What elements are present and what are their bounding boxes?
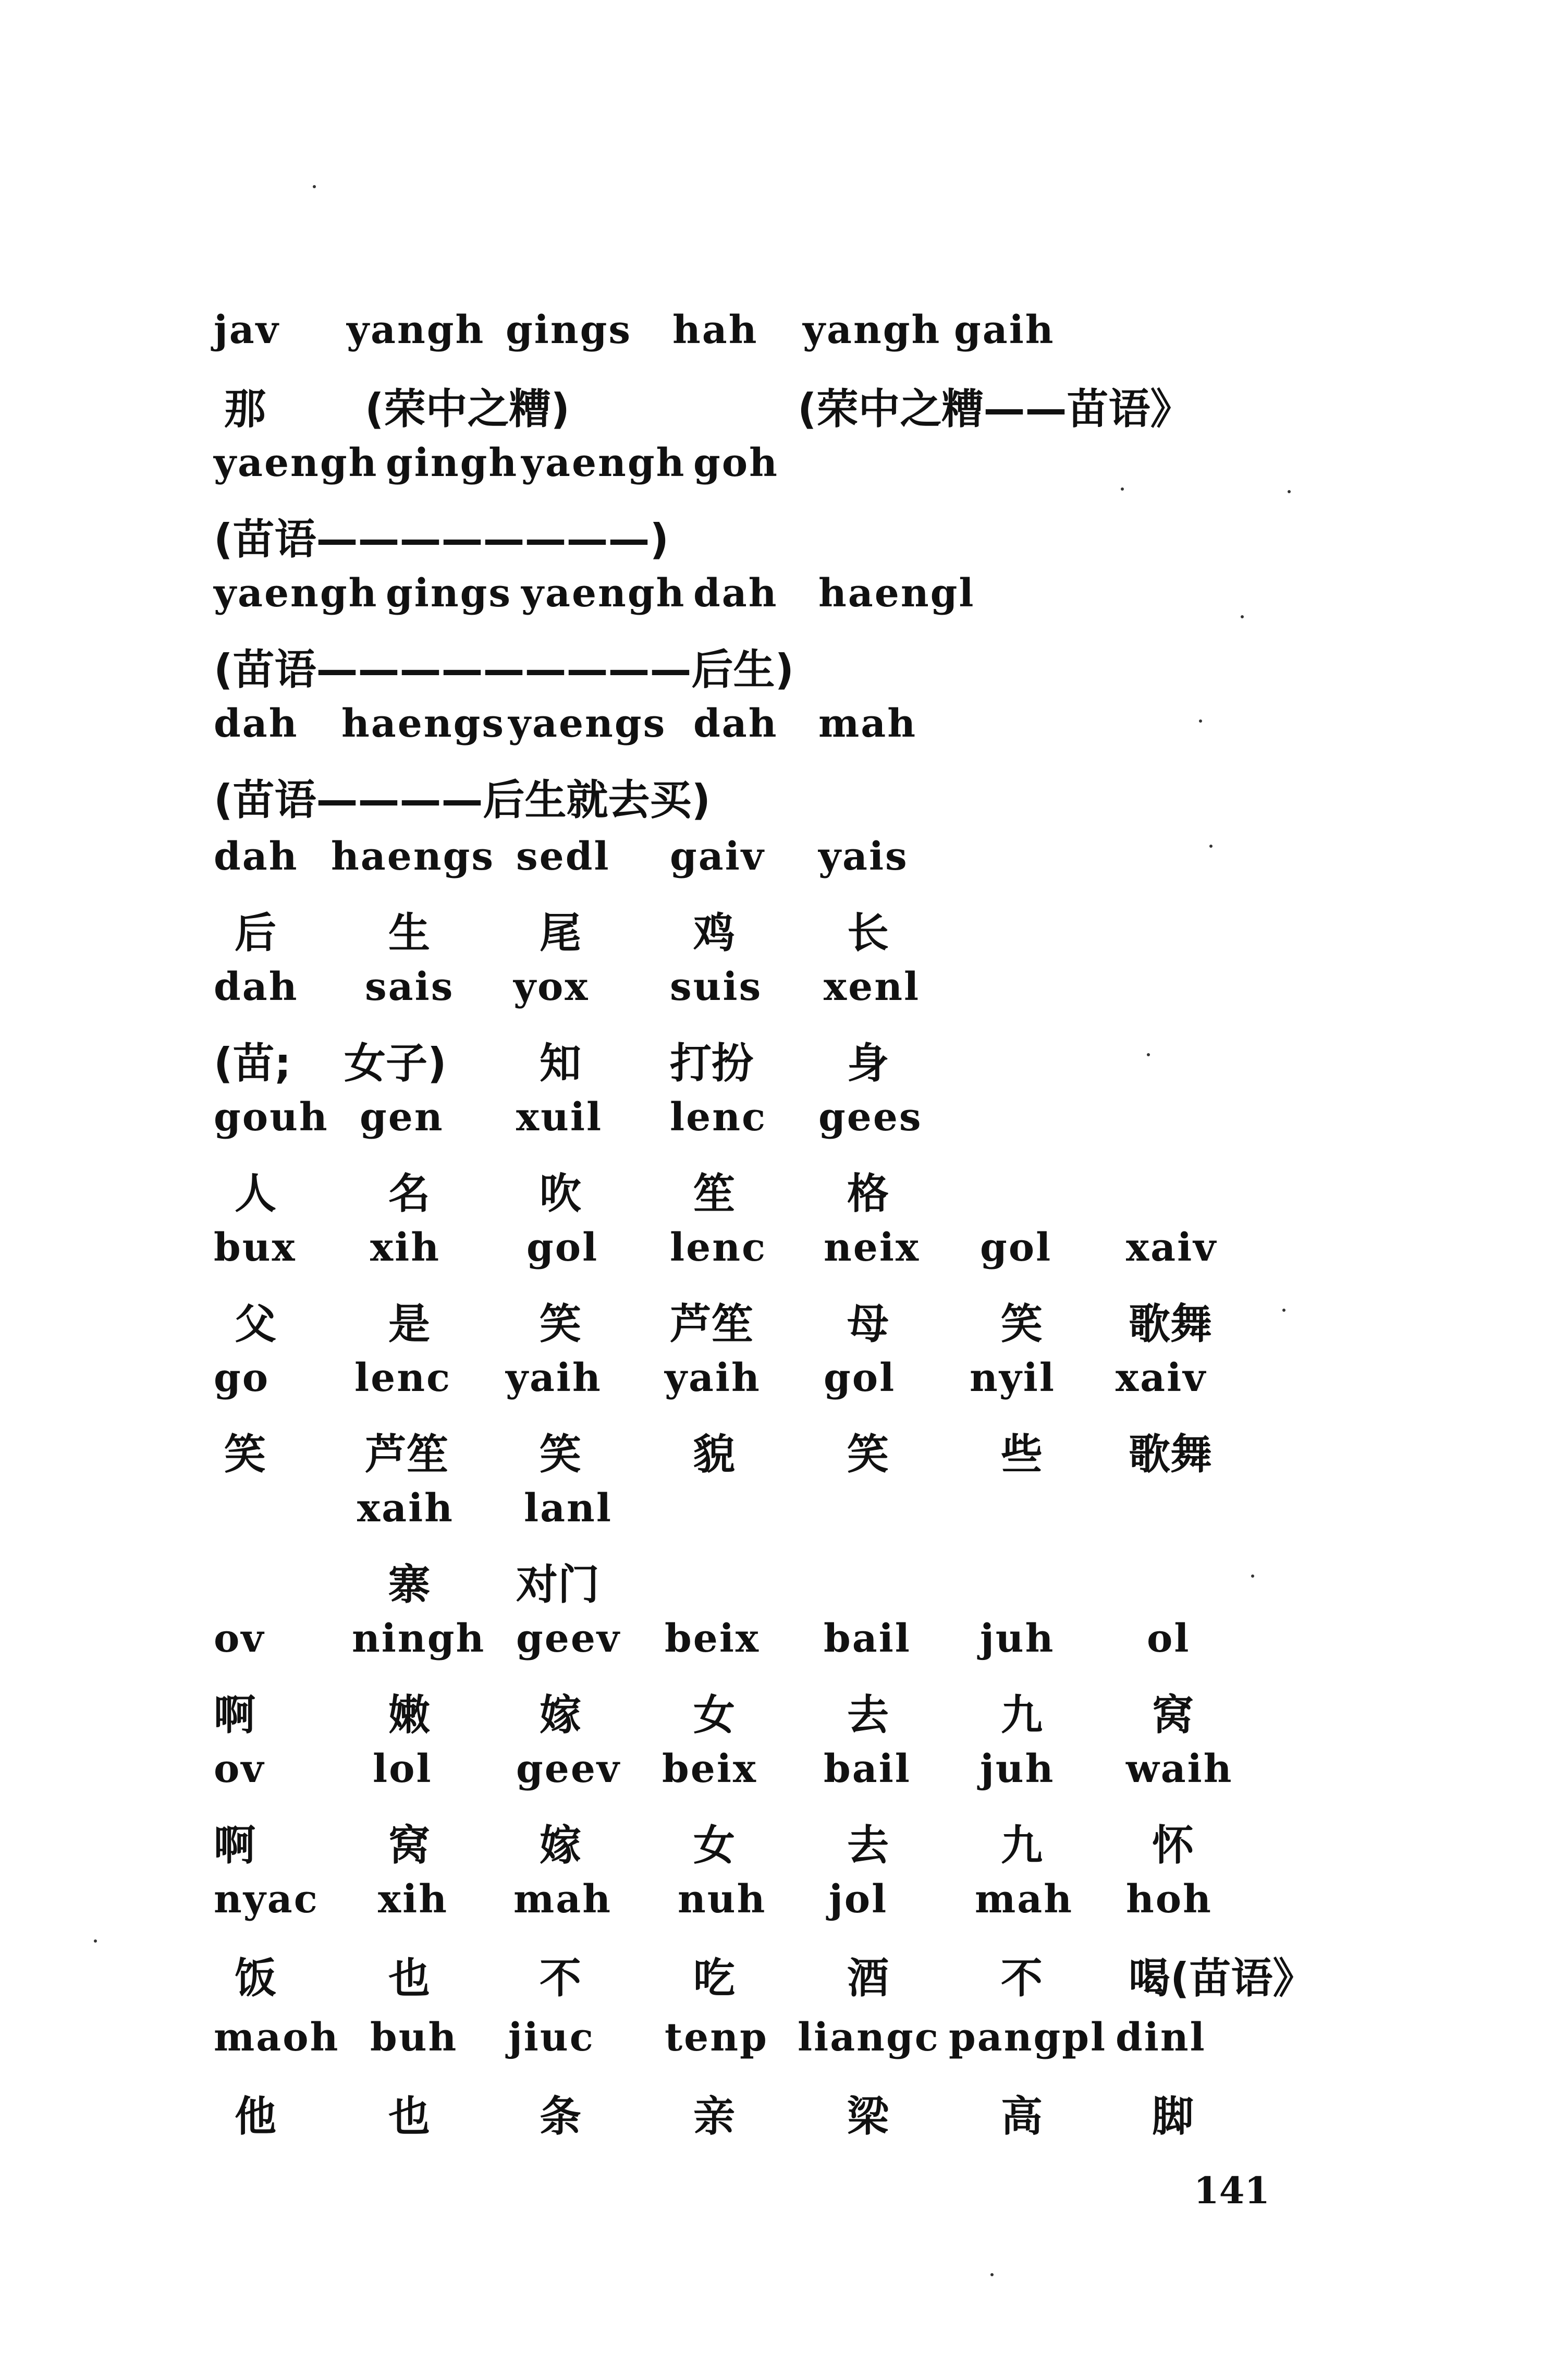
gloss: 饭: [235, 1954, 276, 2003]
scan-speck: [94, 1939, 97, 1943]
gloss: 芦笙: [365, 1430, 448, 1479]
scan-speck: [1209, 845, 1213, 848]
word: sedl: [516, 834, 610, 879]
word: xenl: [824, 965, 921, 1009]
word: jav: [214, 308, 280, 352]
word: nyil: [970, 1356, 1056, 1400]
word: yaih: [506, 1356, 602, 1400]
word: bail: [824, 1747, 911, 1791]
gloss: 鸡: [693, 909, 735, 957]
word: yaih: [665, 1356, 761, 1400]
word: lenc: [670, 1095, 767, 1140]
scan-speck: [1147, 1053, 1150, 1056]
gloss: (苗;: [214, 1039, 291, 1088]
word: xaiv: [1126, 1225, 1218, 1270]
word: gings: [386, 571, 512, 616]
word: ol: [1147, 1616, 1191, 1661]
gloss: 去: [847, 1691, 889, 1739]
word: sais: [365, 965, 455, 1009]
word: maoh: [214, 2015, 340, 2060]
word: gen: [360, 1095, 444, 1140]
gloss: 九: [1001, 1691, 1043, 1739]
word: yangh: [347, 308, 485, 352]
word: hoh: [1126, 1877, 1213, 1922]
gloss: (荣中之糟): [365, 385, 570, 433]
gloss: 笙: [693, 1169, 735, 1218]
word: mah: [975, 1877, 1074, 1922]
gloss: 格: [847, 1169, 889, 1218]
gloss: 尾: [540, 909, 581, 957]
word: dah: [214, 834, 299, 879]
gloss: 女: [693, 1691, 735, 1739]
gloss: 也: [388, 2092, 430, 2141]
gloss: 嫁: [540, 1821, 581, 1870]
word: bail: [824, 1616, 911, 1661]
gloss: 长: [847, 909, 889, 957]
gloss: 寨: [388, 1560, 430, 1609]
gloss: 梁: [847, 2092, 889, 2141]
word: pangpl: [949, 2015, 1107, 2060]
word: suis: [670, 965, 763, 1009]
word: xih: [378, 1877, 449, 1922]
gloss: 嫩: [388, 1691, 430, 1739]
page-number: 141: [1194, 2169, 1270, 2212]
gloss: (苗语————————): [214, 515, 669, 564]
word: waih: [1126, 1747, 1233, 1791]
word: xaiv: [1116, 1356, 1207, 1400]
word: haengs: [331, 834, 495, 879]
gloss: 貌: [693, 1430, 735, 1479]
word: gol: [526, 1225, 599, 1270]
gloss: 高: [1001, 2092, 1043, 2141]
gloss: 知: [540, 1039, 581, 1088]
word: dah: [214, 965, 299, 1009]
word: yaengh: [214, 441, 378, 485]
word: ov: [214, 1616, 265, 1661]
word: go: [214, 1356, 270, 1400]
word: gol: [824, 1356, 896, 1400]
word: beix: [662, 1747, 758, 1791]
word: gol: [980, 1225, 1052, 1270]
gloss: 母: [847, 1300, 889, 1348]
word: nuh: [678, 1877, 767, 1922]
gloss: 不: [1001, 1954, 1043, 2003]
gloss: 窝: [388, 1821, 430, 1870]
word: geev: [516, 1616, 621, 1661]
word: ningh: [352, 1616, 486, 1661]
gloss: 窝: [1152, 1691, 1194, 1739]
word: liangc: [798, 2015, 940, 2060]
gloss: 身: [847, 1039, 889, 1088]
word: gings: [506, 308, 632, 352]
gloss: 条: [540, 2092, 581, 2141]
scan-speck: [1199, 719, 1202, 723]
word: mah: [513, 1877, 613, 1922]
word: gingh: [386, 441, 519, 485]
word: yox: [513, 965, 590, 1009]
scan-speck: [1121, 487, 1124, 491]
gloss: 人: [235, 1169, 276, 1218]
gloss: 亲: [693, 2092, 735, 2141]
gloss: (苗语—————————后生): [214, 645, 794, 694]
gloss: 后: [235, 909, 276, 957]
gloss: 笑: [540, 1430, 581, 1479]
word: ov: [214, 1747, 265, 1791]
gloss: 喝(苗语》: [1129, 1954, 1315, 2003]
gloss: 打扮: [670, 1039, 753, 1088]
scan-speck: [1288, 490, 1291, 493]
scan-speck: [1282, 1309, 1285, 1312]
word: goh: [693, 441, 779, 485]
scan-speck: [313, 185, 316, 188]
word: xuil: [516, 1095, 603, 1140]
word: lol: [373, 1747, 433, 1791]
word: dah: [693, 701, 778, 746]
gloss: 女: [693, 1821, 735, 1870]
scan-speck: [1251, 1575, 1254, 1578]
gloss: 笑: [224, 1430, 266, 1479]
word: yaengh: [214, 571, 378, 616]
gloss: 歌舞: [1129, 1430, 1212, 1479]
word: lanl: [524, 1486, 613, 1531]
word: gees: [818, 1095, 923, 1140]
gloss: 不: [540, 1954, 581, 2003]
gloss: 怀: [1152, 1821, 1194, 1870]
word: jol: [829, 1877, 888, 1922]
word: dah: [214, 701, 299, 746]
word: buh: [370, 2015, 458, 2060]
gloss: (苗语————后生就去买): [214, 776, 711, 824]
word: xih: [370, 1225, 441, 1270]
gloss: 也: [388, 1954, 430, 2003]
word: beix: [665, 1616, 761, 1661]
word: xaih: [357, 1486, 454, 1531]
gloss: 对门: [516, 1560, 599, 1609]
word: tenp: [665, 2015, 768, 2060]
gloss: 些: [1001, 1430, 1043, 1479]
word: lenc: [354, 1356, 452, 1400]
word: yaengs: [508, 701, 667, 746]
gloss: (荣中之糟——苗语》: [798, 385, 1192, 433]
word: hah: [672, 308, 758, 352]
gloss: 啊: [214, 1821, 255, 1870]
gloss: 笑: [847, 1430, 889, 1479]
gloss: 名: [388, 1169, 430, 1218]
word: haengl: [818, 571, 975, 616]
word: haengs: [341, 701, 506, 746]
word: neix: [824, 1225, 921, 1270]
word: yaengh: [521, 441, 686, 485]
gloss: 女子): [344, 1039, 447, 1088]
word: yaengh: [521, 571, 686, 616]
word: nyac: [214, 1877, 319, 1922]
gloss: 他: [235, 2092, 276, 2141]
word: gaih: [954, 308, 1055, 352]
word: dah: [693, 571, 778, 616]
gloss: 九: [1001, 1821, 1043, 1870]
gloss: 吹: [540, 1169, 581, 1218]
gloss: 吃: [693, 1954, 735, 2003]
word: geev: [516, 1747, 621, 1791]
word: gouh: [214, 1095, 329, 1140]
word: bux: [214, 1225, 297, 1270]
word: yais: [818, 834, 909, 879]
word: dinl: [1116, 2015, 1206, 2060]
gloss: 是: [388, 1300, 430, 1348]
scan-speck: [1241, 615, 1244, 618]
scan-speck: [990, 2273, 994, 2276]
word: yangh: [803, 308, 941, 352]
gloss: 嫁: [540, 1691, 581, 1739]
word: gaiv: [670, 834, 765, 879]
gloss: 生: [388, 909, 430, 957]
gloss: 脚: [1152, 2092, 1194, 2141]
word: lenc: [670, 1225, 767, 1270]
word: jiuc: [508, 2015, 595, 2060]
gloss: 芦笙: [670, 1300, 753, 1348]
gloss: 去: [847, 1821, 889, 1870]
gloss: 父: [235, 1300, 276, 1348]
gloss: 酒: [847, 1954, 889, 2003]
gloss: 歌舞: [1129, 1300, 1212, 1348]
gloss: 啊: [214, 1691, 255, 1739]
word: juh: [980, 1747, 1055, 1791]
gloss: 笑: [1001, 1300, 1043, 1348]
gloss: 笑: [540, 1300, 581, 1348]
word: juh: [980, 1616, 1055, 1661]
word: mah: [818, 701, 917, 746]
gloss: 那: [224, 385, 266, 433]
